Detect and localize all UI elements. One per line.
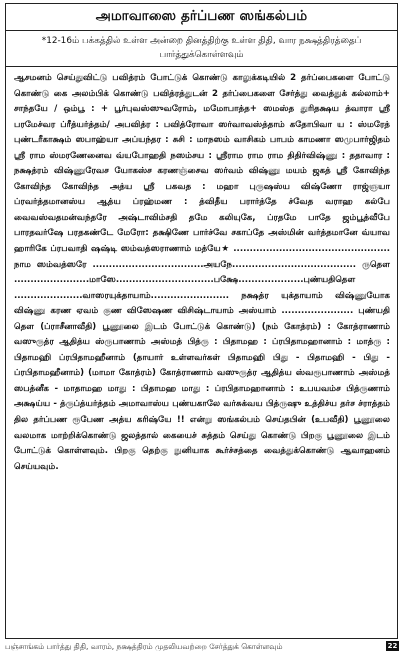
footer-text: பஞ்சாங்கம் பார்த்து திதி, வாரம், நக்ஷத்திரம் முதலியவற்றை சேர்த்துக் கொள்ளவும் (5, 642, 283, 651)
instruction-note: *12-16ம் பக்கத்தில் உள்ள அன்றை தினத்திற்கு உள்ள திதி, வார நக்ஷத்திரத்தைப் பார்த்துக்கொள்ளவும் (6, 31, 397, 67)
page-number: 22 (387, 642, 398, 650)
page-title: அமாவாஸை தர்ப்பண ஸங்கல்பம் (6, 4, 397, 31)
content-frame (5, 3, 398, 639)
sankalpam-text (6, 67, 397, 475)
body-paragraph: ஆசமனம் செய்துவிட்டு பவித்ரம் போட்டுக் கொண்டு காலுக்கடியில் 2 தர்ப்பைகளை போட்டு கொண்டு கை அலம்பிக் கொண்டு பவித்ரத்துடன் 2 தர்ப்பைகளை சேர்த்து வைத்துக் கல்லாம்+ சாந்தயே / ஒம்பூ : + பூர்புவஸ்ஸுவரோம், மமோபாத்த+ ஸமஸ்த துரிதக்ஷய த்வாரா ஸ்ரீ பரமேச்வர ப்ரீத்யர்த்தம்/ அபவித்ர : பவித்ரோவா ஸர்வாவஸ்த்தாம் கதோபிவா ய : ஸ்மரேத் புண்டரீகாக்ஷம் ஸபாஹ்யா அப்யந்தர : சுசி : மாநஸம் வாசிகம் பாபம் காமணா ஸமுபார்ஜிதம் ஸ்ரீ ராம ஸ்மரணேனைவ வ்யபோஹதி நஸம்சய : ஸ்ரீராம ராம ராம திதிர்விஷ்ணு : ததாவார : நக்ஷத்ரம் விஷ்ணுரேவச யோகஸ்ச கரணஞ்சைவ ஸர்வம் விஷ்ணு மயம் ஜகத் ஸ்ரீ கோவிந்த கோவிந்த கோவிந்த அத்ய ஸ்ரீ பகவத : மஹா புருஷஸ்ய விஷ்ணோ ராஜ்ஞயா ப்ரவர்த்தமானஸ்ய ஆத்ய ப்ரஹ்மண : த்விதீய பரார்த்தே ச்வேத வராஹ கல்பே வைவஸ்வதமன்வந்தரே அஷ்டாவிம்சதி தமே கலியுகே, ப்ரதமே பாதே ஜம்பூத்வீபே பாரதவர்ஷே பரதகண்டே மேரோ: தக்ஷிணே பார்ச்வே சகாப்தே அஸ்மின் வர்த்தமானே வ்யாவ ஹாரிகே ப்ரபவாதி ஷஷ்டி ஸம்வத்ஸராணாம் மத்யே★ ................................................ நாம ஸம்வத்ஸரே ..................................அயநே...................................... ருதௌ .......................மாஸே..............................பக்ஷே....................புண்யதிதௌ .....................வாஸரயுக்தாயாம்........................ நக்ஷத்ர யுக்தாயாம் விஷ்ணுயோக விஷ்ணு கரண ஏவம் குண விஸேஷண விசிஷ்டாயாம் அஸ்யாம் ...................... புண்யதி தௌ (ப்ராசீனாவீதி) பூணூலை இடம் போட்டுக் கொண்டு) (நம் கோத்ரம்) : கோத்ராணாம் வஸுருத்ர ஆதித்ய ஸ்ருபாணாம் அஸ்மத் பித்ரு : பிதாமஹ : ப்ரபிதாமஹானாம் : மாத்ரு : பிதாமஹி ப்ரபிதாமஹீனாம் (தாயார் உள்ளவர்கள் பிதாமஹி பிது - பிதாமஹி - பிது - ப்ரபிதாமஹீனாம்) (மாமா கோத்ரம்) கோத்ராணாம் வஸுருத்ர ஆதித்ய ஸ்வரூபாணாம் அஸ்மத் ஸபத்னீக - மாதாமஹ மாது : பிதாமஹ மாது : ப்ரபிதாமஹானாம் : உபயவம்ச பித்ருணாம் அக்ஷய்ய - த்ருப்த்யர்த்தம் அமாவாஸ்ய புண்யகாலே வர்சுக்வய பித்ருஷு உத்திச்ய தர்ச ச்ராத்தம் தில தர்ப்பண ரூபேண அத்ய கரிஷ்யே !! என்று ஸங்கல்பம் செய்தபின் (உபவீதி) பூணூலை வலமாக மாற்றிக்கொண்டு ஜலத்தால் கையைச் சுத்தம் செய்து கொண்டு பிறகு பூணூலை இடம் போட்டுக் கொள்ளவும். பிறகு தெற்கு நுனியாக கூர்ச்சத்தை வைத்துக்கொண்டு ஆவாஹனம் செய்யவும். (14, 73, 390, 472)
